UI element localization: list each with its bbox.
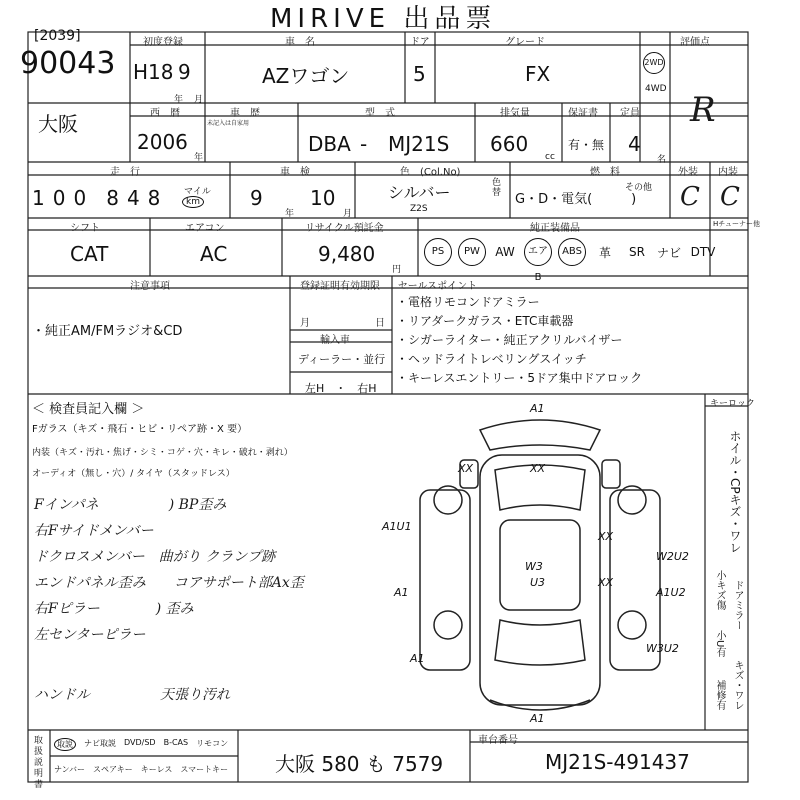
validity-day: 日 <box>375 318 385 329</box>
grade-label: グレード <box>505 37 545 48</box>
equipment-list <box>424 238 718 283</box>
tuner-label: Hチューナー他 <box>713 220 761 228</box>
hand-note: 左センターピラー <box>34 627 146 643</box>
lot-code: [2039] <box>34 28 81 44</box>
mileage-digit: 0 <box>73 186 87 210</box>
year-unit: 年 <box>174 95 184 105</box>
sales-label: セールスポイント <box>398 281 478 292</box>
side-note-5: 補修有 <box>714 680 725 710</box>
fuel-value: G・D・電気( ) <box>515 192 637 207</box>
mark-a1-roof-front: A1 <box>530 402 545 415</box>
eval-score: R <box>690 90 716 130</box>
equip-airbag: エアB <box>524 238 552 266</box>
form-title: MIRIVE 出品票 <box>270 4 497 34</box>
mileage-digit: 0 <box>52 186 66 210</box>
equip-dtv: DTV <box>690 245 716 259</box>
caution-label: 注意事項 <box>130 281 170 292</box>
hand-note: 右Fピラー ) 歪み <box>34 601 194 617</box>
vin: MJ21S-491437 <box>545 750 690 774</box>
drive-2wd-badge: 2WD <box>643 52 665 74</box>
mark-xx-left: XX <box>458 462 474 475</box>
mark-xx-rdoor: XX <box>598 530 614 543</box>
footer-item: B-CAS <box>163 738 189 747</box>
grade: FX <box>525 62 551 86</box>
sales-point: ・ヘッドライトレベリングスイッチ <box>396 352 587 366</box>
sales-point: ・リアダークガラス・ETC車載器 <box>396 314 574 328</box>
manual-label: 取扱説明書 <box>34 736 44 790</box>
region: 大阪 <box>38 112 78 136</box>
mark-w2u2: W2U2 <box>656 550 689 563</box>
reg-era: H18 <box>133 60 174 84</box>
key-lock-label: キーロック <box>710 399 755 409</box>
sales-point: ・シガーライター・純正アクリルバイザー <box>396 333 623 347</box>
equip-aw: AW <box>495 245 515 259</box>
recycle-unit: 円 <box>392 265 402 275</box>
equip-ps: PS <box>424 238 452 266</box>
model-year: 2006 <box>137 130 188 154</box>
footer-item: DVD/SD <box>124 738 156 747</box>
fuel-other: その他 <box>625 183 653 193</box>
int-label: 内装 <box>718 167 738 178</box>
color-name: シルバー <box>388 183 451 202</box>
import-label: 輸入車 <box>320 335 350 346</box>
color-change: 色替 <box>492 178 502 198</box>
km-unit: km <box>182 196 204 208</box>
capacity-label: 定員 <box>620 108 640 119</box>
mark-a1u2: A1U2 <box>656 586 686 599</box>
mark-a1-left2: A1 <box>410 652 425 665</box>
doors: 5 <box>413 62 426 86</box>
history-label: 車 歴 <box>230 108 260 119</box>
footer-item: ナビ取説 <box>84 739 116 748</box>
audio-line: オーディオ（無し・穴）/ タイヤ（スタッドレス） <box>32 469 235 479</box>
reg-month: 9 <box>178 60 191 84</box>
fuel-label: 燃 料 <box>590 167 620 178</box>
model-dash: - <box>360 132 368 156</box>
mileage-digit: 1 <box>32 186 45 210</box>
equip-abs: ABS <box>558 238 586 266</box>
footer-item: キーレス <box>140 765 173 774</box>
color-label: 色 (Col.No) <box>400 167 461 178</box>
model-prefix: DBA <box>308 132 351 156</box>
inspect-month-unit: 月 <box>343 209 353 219</box>
equip-label: 純正装備品 <box>530 223 580 234</box>
license-plate: 大阪 580 も 7579 <box>275 752 444 776</box>
footer-item: 取説 <box>54 738 76 751</box>
int-grade: C <box>720 182 740 212</box>
hand-note: ドクロスメンバー 曲がり クランプ跡 <box>34 549 276 565</box>
mark-a1u1: A1U1 <box>382 520 412 533</box>
validity-label: 登録証明有効期限 <box>300 281 380 292</box>
year-label: 西 暦 <box>150 108 180 119</box>
mile-unit: マイル <box>184 187 211 197</box>
footer-item: スペアキー <box>93 765 133 774</box>
sales-point: ・キーレスエントリー・5ドア集中ドアロック <box>396 371 643 385</box>
side-note-3: ドアミラー <box>732 580 743 630</box>
car-diagram <box>380 400 700 730</box>
warranty-value: 有・無 <box>568 138 605 152</box>
lot-number: 90043 <box>20 46 116 81</box>
f-glass-line: Fガラス（キズ・飛石・ヒビ・リペア跡・X 要） <box>32 424 248 435</box>
side-note-6: キズ・ワレ <box>732 660 743 710</box>
car-rear-window <box>495 620 585 665</box>
inspect-year-unit: 年 <box>285 209 295 219</box>
color-code: Z2S <box>410 204 428 214</box>
footer-item: スマートキー <box>180 765 229 774</box>
warranty-label: 保証書 <box>568 108 598 119</box>
name-label: 車 名 <box>285 37 315 48</box>
hand-note: ハンドル 天張り汚れ <box>34 687 230 703</box>
model-label: 型 式 <box>365 108 395 119</box>
ac-label: エアコン <box>185 223 225 234</box>
recycle-fee: 9,480 <box>318 242 376 266</box>
mark-a1-rear: A1 <box>530 712 545 725</box>
mileage-digits <box>32 186 160 210</box>
mark-w3u2: W3U2 <box>646 642 679 655</box>
side-note-2: 小キズ傷 <box>714 570 725 610</box>
displacement: 660 <box>490 132 529 156</box>
door-label: ドア <box>410 37 430 48</box>
inspect-label: 車 検 <box>280 167 310 178</box>
caution-text: ・純正AM/FMラジオ&CD <box>32 324 183 339</box>
ext-label: 外装 <box>678 167 698 178</box>
mileage-label: 走 行 <box>110 167 140 178</box>
year-unit-2: 年 <box>194 153 204 163</box>
mileage-digit: 8 <box>147 186 161 210</box>
disp-label: 排気量 <box>500 108 530 119</box>
side-note: ホイル・CPキズ・ワレ <box>728 430 742 554</box>
mark-w3: W3 <box>525 560 543 573</box>
cc-unit: cc <box>545 152 555 162</box>
model-code: MJ21S <box>388 132 450 156</box>
history-note: 未記入は自家用 <box>207 120 250 127</box>
car-mirror-r <box>602 460 620 488</box>
shift-label: シフト <box>70 223 100 234</box>
mark-u3: U3 <box>530 576 546 589</box>
equip-navi: ナビ <box>656 245 681 260</box>
inspector-label: ＜ 検査員記入欄 ＞ <box>32 402 145 417</box>
hand-note: 右Fサイドメンバー <box>34 523 154 539</box>
mark-xx-right: XX <box>530 462 546 475</box>
hand-note: Fインパネ ) BP歪み <box>34 497 227 513</box>
shift: CAT <box>70 242 109 266</box>
eval-label: 評価点 <box>680 37 710 48</box>
recycle-label: リサイクル預託金 <box>305 223 384 234</box>
sales-points <box>396 293 642 388</box>
drive-4wd: 4WD <box>645 84 667 94</box>
car-wheel-rl <box>434 611 462 639</box>
capacity-unit: 名 <box>657 155 667 165</box>
equip-leather: 革 <box>598 245 611 260</box>
interior-line: 内装（キズ・汚れ・焦げ・シミ・コゲ・穴・キレ・破れ・剥れ） <box>32 448 293 458</box>
car-left-side <box>420 490 470 670</box>
mark-xx-rear: XX <box>598 576 614 589</box>
inspect-year: 9 <box>250 186 263 210</box>
reg-label: 初度登録 <box>143 37 183 48</box>
handwritten-notes <box>34 492 304 708</box>
ac: AC <box>200 242 228 266</box>
hand-note: エンドパネル歪み コアサポート部Ax歪 <box>34 575 304 591</box>
validity-month: 月 <box>300 318 310 329</box>
side-note-4: 小U有 <box>714 630 725 658</box>
capacity: 4 <box>628 132 641 156</box>
sales-point: ・電格リモコンドアミラー <box>396 295 540 309</box>
vin-label: 車台番号 <box>478 735 518 746</box>
dealer-option: ディーラー・並行 <box>298 353 386 366</box>
equip-pw: PW <box>458 238 486 266</box>
footer-items-bottom <box>54 764 228 775</box>
car-front-bumper <box>480 420 600 450</box>
mark-a1-left: A1 <box>394 586 409 599</box>
equip-sr: SR <box>629 245 645 259</box>
ext-grade: C <box>680 182 700 212</box>
mileage-digit: 8 <box>106 186 119 210</box>
mileage-digit: 4 <box>126 186 140 210</box>
handle-option: 左H ・ 右H <box>305 382 377 395</box>
footer-item: リモコン <box>196 739 229 748</box>
footer-item: ナンバー <box>54 765 86 774</box>
car-name: AZワゴン <box>262 64 350 88</box>
footer-items-top <box>54 738 228 751</box>
month-unit: 月 <box>194 95 204 105</box>
inspect-month: 10 <box>310 186 336 210</box>
car-wheel-rr <box>618 611 646 639</box>
